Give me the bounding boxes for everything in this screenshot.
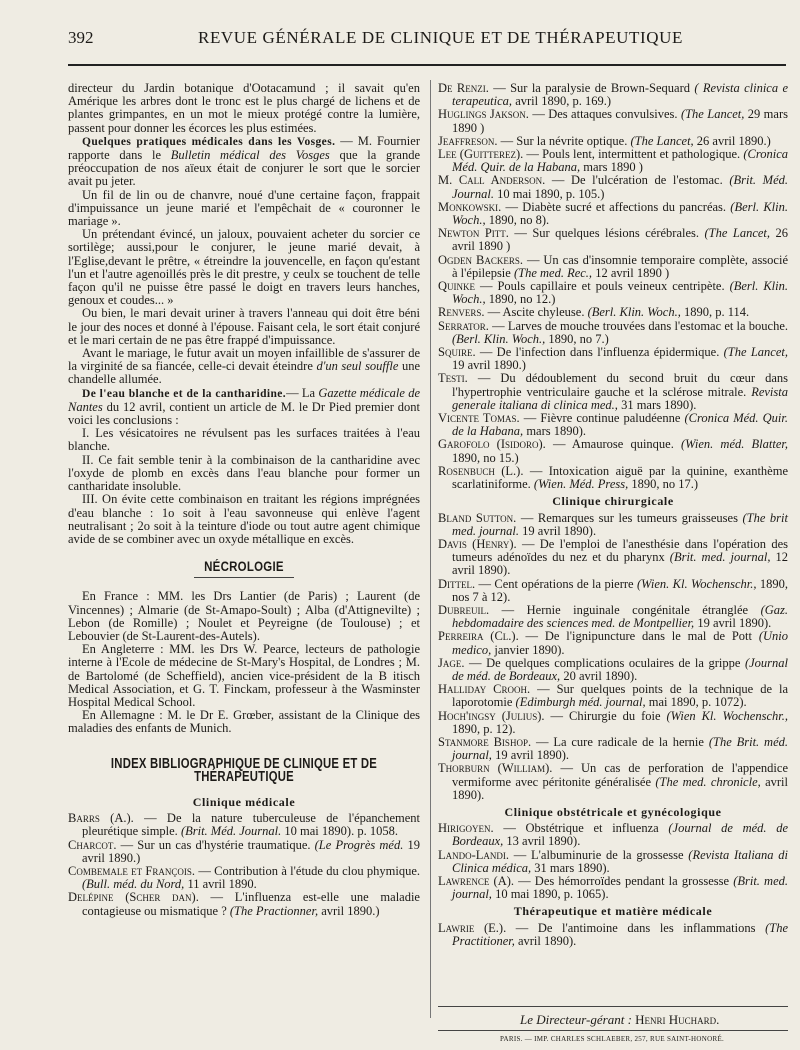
source-title: Bulletin médical des Vosges [170, 148, 330, 163]
entry-source: (Brit. Méd. Journal. [180, 824, 282, 839]
entry-source: Revista generale italiana di clinica med., [452, 384, 788, 412]
entry-text: — L'influenza est-elle une maladie contagieuse ou mismatique ? [82, 890, 420, 918]
entry-author: Newton Pitt. [438, 226, 509, 241]
entry-source: (The Lancet, [680, 107, 745, 122]
entry-source: (Berl. Klin. Woch., [587, 305, 681, 320]
entry-text: — Sur quelques points de la technique de la laporotomie [452, 682, 789, 710]
entry-text: — De l'antimoine dans les inflammations [506, 920, 766, 935]
entry-author: Charcot. [68, 837, 117, 852]
entry-source: (The Practitioner, [452, 920, 788, 948]
entry-author: Thorburn (William). [438, 761, 553, 776]
entry-text: — Sur la névrite optique. [497, 133, 631, 148]
bibliography-entry [438, 412, 788, 438]
bibliography-entry [438, 108, 788, 134]
entry-author: Halliday Crooh. [438, 682, 531, 697]
entry-author: Lawrence (A). [438, 873, 515, 888]
entry-text: — Pouls lent, intermittent et pathologique. [523, 147, 744, 162]
entry-source: (Revista Italiana di Clinica médica, [452, 847, 789, 875]
entry-text: — Remarques sur les tumeurs graisseuses [516, 510, 743, 525]
entry-source: (Unio medico, [452, 629, 788, 657]
entry-tail: 1890, nos 7 à 12). [452, 576, 788, 604]
right-column [438, 82, 788, 948]
entry-text: — Hernie inguinale congénitale étranglée [489, 602, 761, 617]
entry-author: Dubreuil. [438, 602, 490, 617]
entry-author: Quinke [438, 279, 476, 294]
entry-author: Delépine (Scher dan). [68, 890, 199, 905]
bibliography-entry [438, 630, 788, 656]
entry-author: Dittel. [438, 576, 476, 591]
entry-text: — La cure radicale de la hernie [531, 734, 709, 749]
bibliography-entry [438, 657, 788, 683]
entry-text: — Du dédoublement du second bruit du cœur dans l'hypertrophie ventriculaire gauche et la sclérose mitrale. [452, 371, 788, 399]
entry-author: Huglings Jakson. [438, 107, 529, 122]
bibliography-entry [438, 227, 788, 253]
bibliography-entry [438, 320, 788, 346]
entry-text: — Fièvre continue paludéenne [519, 411, 685, 426]
subsection-title: Clinique chirurgicale [552, 494, 674, 509]
entry-text: — De l'ulcération de l'estomac. [545, 173, 730, 188]
paragraph: directeur du Jardin botanique d'Ootacamund ; il savait qu'en Amérique les arbres dont le tronc est le plus chargé de lichens et de plantes grimpantes, en un mot le mieux protégé contre la lumière, passent pour donner les écorces les plus estimées. [68, 81, 420, 135]
entry-source: (Edimburgh méd. journal, [515, 695, 646, 710]
text: que la grande préoccupation de nos aïeux était de conjurer le sort que le sorcier avait pu jeter. [68, 148, 421, 189]
bibliography-entry [438, 148, 788, 174]
bibliography-entry [438, 604, 788, 630]
entry-author: Monkowski. [438, 199, 502, 214]
text: — La [286, 385, 319, 400]
entry-text: — De l'infection dans l'influenza épidermique. [475, 345, 724, 360]
entry-source: (The Brit. méd. journal, [452, 734, 789, 763]
bibliography-entry [438, 922, 788, 948]
conclusion: I. Les vésicatoires ne révulsent pas les surfaces traitées à l'eau blanche. [68, 426, 420, 454]
bibliography-entry [438, 849, 788, 875]
entry-tail: janvier 1890). [491, 642, 565, 657]
obituary: En Angleterre : MM. les Drs W. Pearce, lecteurs de pathologie interne à l'Ecole de médecine de St-Mary's Hospital, de Londres ; M. de Bartolomé (de Scheffield), ancien vice-président de la B itisch Medical Association, et G. T. Finckam, professeur à the Wasminster Hospital Medical School. [68, 642, 420, 709]
entry-text: — Des attaques convulsives. [528, 107, 681, 122]
text: — M. Fournier rapporte dans le [68, 133, 420, 163]
entry-source: (Journal de méd. de Bordeaux, [452, 821, 788, 849]
bibliography-entry [438, 174, 788, 200]
entry-tail: 1890, p. 12). [452, 721, 516, 736]
entry-text: — De la nature tuberculeuse de l'épanchement pleurétique simple. [82, 811, 421, 839]
entry-source: (The med. chronicle, [655, 774, 761, 789]
conclusion: II. Ce fait semble tenir à la combinaison de la cantharidine avec l'oxyde de plomb en excès dans l'eau blanche pour former un cantharidate insoluble. [68, 452, 420, 494]
entry-source: (Wien. méd. Blatter, [681, 437, 788, 452]
footer-rule [438, 1006, 788, 1007]
entry-text: — Amaurose quinque. [545, 437, 681, 452]
obituary: En Allemagne : M. le Dr E. Grœber, assistant de la Clinique des maladies des enfants de Munich. [68, 708, 420, 736]
entry-text: — Sur un cas d'hystérie traumatique. [116, 837, 315, 852]
entry-source: (The Lancet, [723, 345, 788, 360]
bibliography-entry [438, 710, 788, 736]
entry-tail: 20 avril 1890). [560, 668, 638, 683]
entry-text: — Larves de mouche trouvées dans l'estomac et la bouche. [488, 318, 788, 333]
entry-source: (Brit. Méd. Journal. [452, 173, 788, 201]
bibliography-entry [438, 512, 788, 538]
entry-tail: 19 avril 1890). [519, 523, 597, 538]
entry-tail: 11 avril 1890. [184, 877, 257, 892]
entry-tail: 1890, no 12.) [485, 292, 556, 307]
entry-tail: avril 1890, p. 169.) [512, 94, 612, 109]
entry-author: Testi. [438, 371, 468, 386]
entry-author: Perreira (Cl.). [438, 629, 519, 644]
article-lead: De l'eau blanche et de la cantharidine. [82, 387, 287, 400]
section-rule [194, 577, 294, 578]
text: Avant le mariage, le futur avait un moyen infaillible de s'assurer de la virginité de sa fiancée, celle-ci devait éteindre [68, 346, 420, 374]
entry-tail: 10 mai 1890, p. 105.) [494, 186, 605, 201]
bibliography-entry [68, 891, 420, 917]
entry-source: (Cronica Méd. Quir. de la Habana, [452, 147, 788, 175]
entry-author: Garofolo (Isidoro). [438, 437, 546, 452]
section-title-necrologie: NÉCROLOGIE [204, 559, 284, 575]
entry-text: — Cent opérations de la pierre [475, 576, 637, 591]
entry-tail: avril 1890). [514, 933, 577, 948]
bibliography-entry [438, 82, 788, 108]
entry-text: — De l'ignipuncture dans le mal de Pott [518, 629, 759, 644]
entry-text: — Diabète sucré et affections du pancréas. [501, 199, 731, 214]
section-title-index: INDEX BIBLIOGRAPHIQUE DE CLINIQUE ET DE THÉRAPEUTIQUE [110, 755, 378, 785]
entry-source: (Gaz. hebdomadaire des sciences med. de Montpellier, [452, 602, 788, 631]
bibliography-entry [438, 254, 788, 280]
entry-tail: 26 avril 1890.) [693, 133, 771, 148]
paragraph: Ou bien, le mari devait uriner à travers l'anneau qui doit être béni le jour des noces et donné à l'épouse. Faisant cela, le sort était conjuré et le mari certain de ne pas être frappé d'impuissance. [68, 306, 420, 347]
running-header [68, 28, 786, 52]
entry-text: — Un cas d'insomnie temporaire complète, associé à l'épilepsie [452, 252, 788, 280]
bibliography-entry [438, 736, 788, 762]
entry-tail: avril 1890). [452, 774, 788, 802]
signature-label: Le Directeur-gérant : [520, 1012, 632, 1027]
entry-text: — Sur la paralysie de Brown-Sequard [488, 81, 695, 95]
entry-source: (Journal de méd. de Bordeaux, [452, 655, 788, 683]
page-number: 392 [68, 28, 94, 47]
entry-author: Serrator. [438, 318, 489, 333]
entry-text: — Un cas de perforation de l'appendice vermiforme avec péritonite généralisée [452, 761, 788, 789]
entry-author: Barrs (A.). [68, 811, 134, 826]
entry-source: (The Practionner, [229, 903, 319, 918]
entry-source: (Bull. méd. du Nord, [82, 877, 185, 892]
entry-text: — Contribution à l'étude du clou phymique. [195, 863, 421, 878]
entry-source: (The med. Rec., [513, 265, 593, 280]
entry-tail: 31 mars 1890). [531, 860, 610, 875]
entry-tail: 19 avril 1890.) [452, 358, 526, 373]
source-title: Gazette médicale de Nantes [68, 385, 421, 414]
bibliography-entry [438, 683, 788, 709]
bibliography-entry [438, 822, 788, 848]
paragraph: Un fil de lin ou de chanvre, noué d'une certaine façon, frappait d'impuissance un jeune marié et l'empêchait de « couronner le mariage ». [68, 187, 420, 229]
conclusion: III. On évite cette combinaison en traitant les régions imprégnées d'eau blanche : 1o soit à l'eau savonneuse qui enlève l'agent neutralisant ; 2o soit à la teinture d'iode ou tout autre agent chimique avide de se combiner avec un oxyde métallique en excès. [68, 492, 420, 546]
entry-tail: mars 1890 ) [580, 160, 643, 175]
entry-tail: 1890, no 15.) [452, 450, 519, 465]
entry-source: (Le Progrès méd. [314, 837, 404, 852]
footer-rule [438, 1030, 788, 1031]
entry-text: — De quelques complications oculaires de la grippe [464, 655, 745, 670]
entry-tail: 1890, p. 114. [680, 305, 750, 320]
entry-author: Lawrie (E.). [438, 920, 507, 935]
paragraph [68, 347, 420, 387]
entry-tail: 1890, no 7.) [545, 331, 609, 346]
bibliography-list [438, 822, 788, 901]
text: du 12 avril, contient un article de M. le Dr Pied premier dont voici les conclusions : [68, 399, 420, 428]
bibliography-entry [438, 875, 788, 901]
entry-source: (Berl. Klin. Woch., [452, 279, 788, 307]
entry-tail: 29 mars 1890 ) [452, 107, 788, 135]
bibliography-entry [438, 201, 788, 227]
entry-source: (Berl. Klin. Woch., [452, 199, 788, 228]
entry-author: Vicente Tomas. [438, 411, 520, 426]
bibliography-entry [438, 346, 788, 372]
bibliography-list [438, 512, 788, 802]
entry-source: (Wien. Kl. Wochenschr., [636, 576, 757, 591]
entry-tail: 19 avril 1890.) [82, 837, 420, 865]
bibliography-list [438, 82, 788, 491]
column-divider [430, 80, 431, 1018]
bibliography-list [438, 922, 788, 948]
emphasis: d'un seul souffle [316, 359, 399, 374]
entry-tail: mars 1890). [523, 424, 587, 439]
entry-tail: 12 avril 1890). [452, 550, 788, 578]
entry-text: — De l'emploi de l'anesthésie dans l'opération des tumeurs adénoïdes du nez et du pharynx [452, 536, 788, 565]
entry-tail: mai 1890, p. 1072). [645, 695, 747, 710]
bibliography-entry [438, 465, 788, 491]
entry-source: (Brit. med. journal, [452, 873, 789, 902]
entry-tail: 10 mai 1890, p. 1065). [491, 887, 609, 902]
entry-author: Jage. [438, 655, 465, 670]
bibliography-entry [438, 578, 788, 604]
entry-author: Bland Sutton. [438, 510, 517, 525]
entry-author: Lando-Landi. [438, 847, 510, 862]
entry-author: De Renzi. [438, 81, 489, 95]
entry-source: (Wien Kl. Wochenschr., [666, 708, 788, 723]
entry-author: Hirigoyen. [438, 821, 494, 836]
paragraph: Un prétendant évincé, un jaloux, pouvaient acheter du sorcier ce sortilège; aussi,pour le conjurer, le jeune marié devait, à l'Eglise,devant le prêtre, « étreindre la jouvencelle, en façon qu'estant l'un et l'autre agenoillés près le dit prestre, y ceulx se touchent de telle façon qu'il ne puisse être passé le doigt en travers leurs hanches, genoux et coudes... » [68, 227, 420, 308]
entry-author: Hoch'ingsy (Julius). [438, 708, 545, 723]
entry-author: Ogden Backers. [438, 252, 523, 267]
entry-author: Stanmore Bishop. [438, 734, 532, 749]
bibliography-entry [68, 839, 420, 865]
bibliography-entry [438, 280, 788, 306]
paragraph [68, 135, 420, 189]
entry-author: Squire. [438, 345, 476, 360]
entry-tail: 13 avril 1890). [503, 834, 581, 849]
entry-source: (The Lancet, [630, 133, 694, 148]
obituary: En France : MM. les Drs Lantier (de Paris) ; Laurent (de Vincennes) ; Almarie (de St-Amapo-Soult) ; Alba (d'Attignevilte) ; Lebon (de Romille) ; Noulet et Peyreigne (de Toulouse) ; et Lebouvier (de St-Laurent-des-Autels). [68, 589, 420, 643]
entry-source: (The Lancet, [704, 226, 771, 241]
bibliography-entry [68, 865, 420, 891]
entry-tail: avril 1890.) [318, 903, 380, 918]
entry-tail: 1890, no 8). [485, 213, 550, 228]
bibliography-list [68, 812, 420, 918]
running-title: REVUE GÉNÉRALE DE CLINIQUE ET DE THÉRAPEUTIQUE [198, 28, 683, 47]
imprint: PARIS. — IMP. CHARLES SCHLAEBER, 257, RUE SAINT-HONORÉ. [500, 1035, 725, 1043]
entry-source: (Cronica Méd. Quir. de la Habana, [452, 411, 788, 439]
entry-source: (Berl. Klin. Woch., [452, 331, 546, 346]
entry-text: — Sur quelques lésions cérébrales. [508, 226, 705, 241]
article-lead: Quelques pratiques médicales dans les Vosges. [82, 135, 336, 148]
entry-source: ( Revista clinica e terapeutica, [452, 81, 789, 109]
subsection-title: Clinique obstétricale et gynécologique [504, 804, 722, 819]
subsection-title: Clinique médicale [192, 794, 296, 809]
entry-author: Renvers. [438, 305, 485, 320]
entry-tail: 31 mars 1890). [617, 397, 697, 412]
entry-source: (The brit med. journal. [452, 510, 788, 538]
header-rule [68, 64, 786, 66]
entry-source: (Brit. med. journal, [669, 550, 771, 565]
entry-tail: 1890, no 17.) [628, 477, 699, 492]
bibliography-entry [438, 538, 788, 578]
entry-author: Rosenbuch (L.). [438, 463, 524, 478]
entry-source: (Wien. Méd. Press, [533, 477, 629, 492]
bibliography-entry [68, 812, 420, 838]
entry-tail: 19 avril 1890). [694, 616, 772, 631]
signature-line [520, 1012, 719, 1028]
paragraph [68, 387, 420, 428]
entry-tail: 26 avril 1890 ) [452, 226, 788, 254]
entry-text: — Pouls capillaire et pouls veineux centripète. [475, 279, 730, 294]
entry-text: — L'albuminurie de la grossesse [509, 847, 689, 862]
entry-author: M. Call Anderson. [438, 173, 546, 188]
entry-text: — Ascite chyleuse. [484, 305, 588, 320]
entry-author: Jeaffreson. [438, 133, 498, 148]
bibliography-entry [438, 438, 788, 464]
entry-author: Davis (Henry). [438, 536, 517, 551]
signature-name: Henri Huchard. [635, 1012, 720, 1027]
entry-text: — Obstétrique et influenza [493, 821, 669, 836]
bibliography-entry [438, 372, 788, 412]
left-column [68, 82, 420, 918]
bibliography-entry [438, 762, 788, 802]
entry-tail: 10 mai 1890). p. 1058. [281, 824, 398, 839]
entry-author: Combemale et François. [68, 863, 196, 878]
entry-tail: 12 avril 1890 ) [592, 265, 670, 280]
entry-text: — Intoxication aiguë par la quinine, exanthème scarlatiniforme. [452, 463, 788, 492]
subsection-title: Thérapeutique et matière médicale [513, 904, 713, 919]
entry-text: — Chirurgie du foie [544, 708, 667, 723]
entry-author: Lee (Guitterez). [438, 147, 524, 162]
entry-tail: 19 avril 1890). [491, 748, 570, 763]
entry-text: — Des hémorroïdes pendant la grossesse [514, 873, 734, 888]
text: une chandelle allumée. [68, 359, 420, 387]
